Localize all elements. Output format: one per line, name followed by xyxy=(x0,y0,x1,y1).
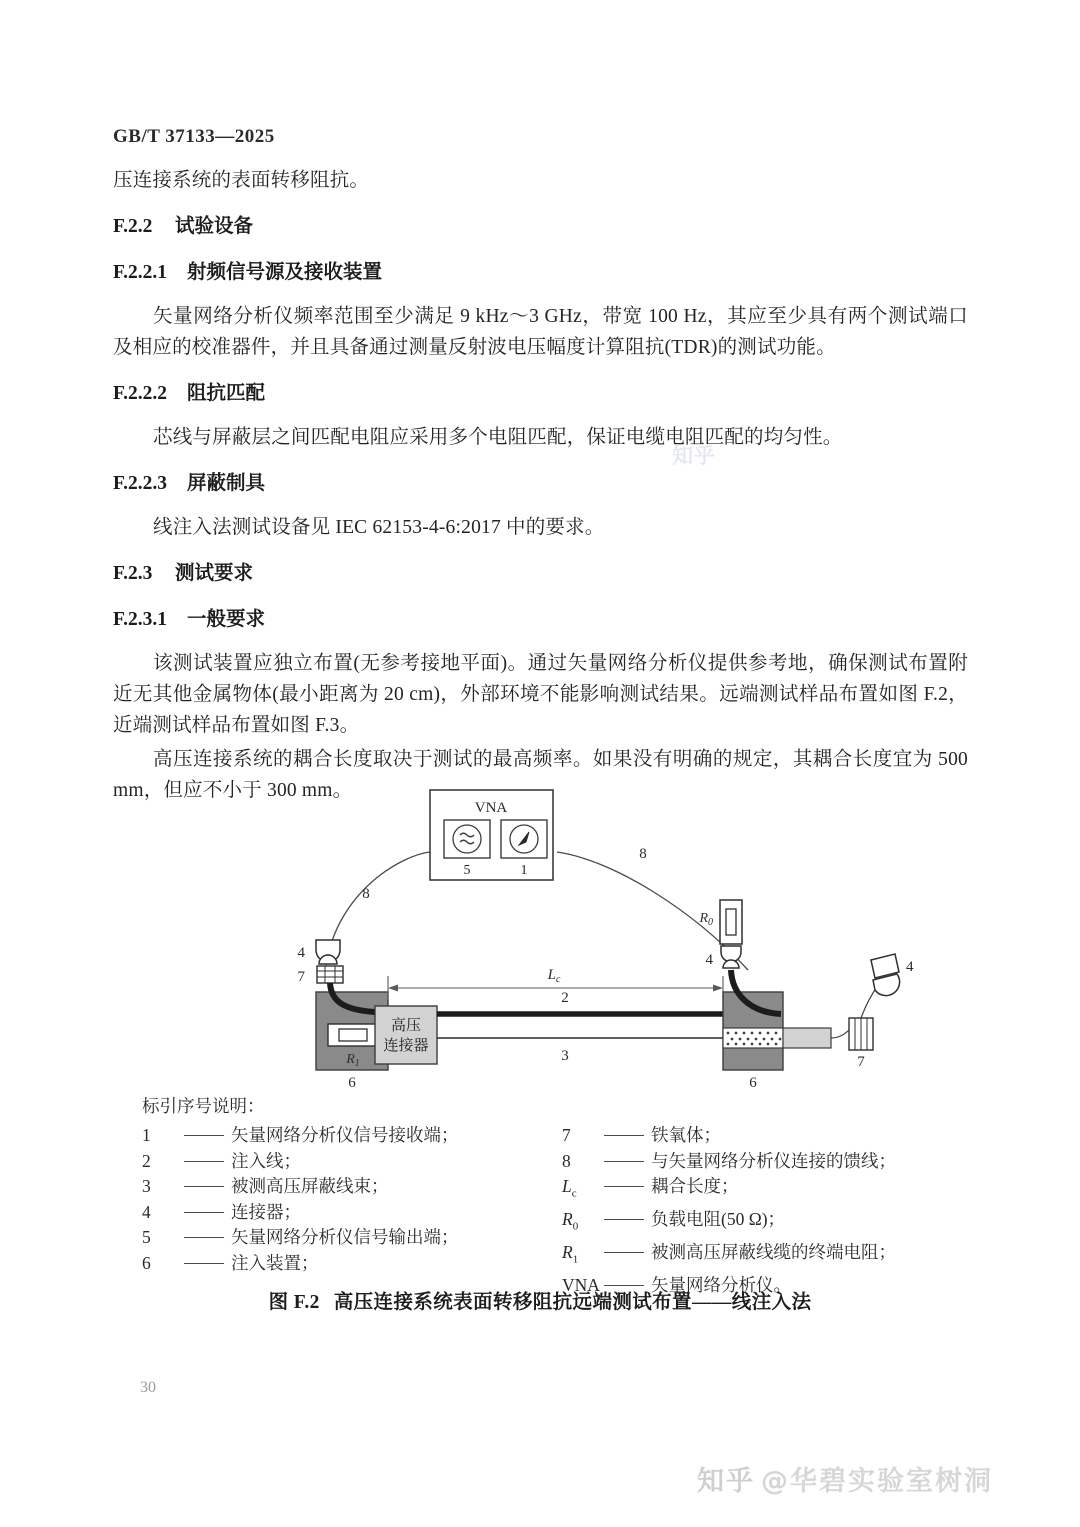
legend-item xyxy=(142,1200,562,1226)
injection-device-right-label: 6 xyxy=(749,1075,757,1091)
legend-text: 被测高压屏蔽线缆的终端电阻； xyxy=(651,1242,896,1262)
paragraph-f-2-3-1-b: 高压连接系统的耦合长度取决于测试的最高频率。如果没有明确的规定，其耦合长度宜为 500 mm，但应不小于 300 mm。 xyxy=(113,749,968,801)
figure-f2-diagram xyxy=(113,770,968,1100)
legend-text: 连接器； xyxy=(231,1201,301,1222)
load-resistor-symbol xyxy=(726,909,736,935)
heading-f-2-3-1 xyxy=(113,605,968,635)
legend-dash-icon xyxy=(184,1237,224,1238)
legend-item xyxy=(142,1225,562,1251)
paragraph-f-2-2-1: 矢量网络分析仪频率范围至少满足 9 kHz～3 GHz，带宽 100 Hz，其应至少具有两个测试端口及相应的校准器件，并且具备通过测量反射波电压幅度计算阻抗(TDR)的测试功能。 xyxy=(113,306,968,358)
figure-caption xyxy=(0,1286,1080,1314)
feed-line-left-path xyxy=(326,852,430,965)
heading-title: 试验设备 xyxy=(175,216,254,237)
figure-caption-number: 图 F.2 xyxy=(268,1292,320,1313)
vna-label: VNA xyxy=(474,800,508,816)
legend-text: 耦合长度； xyxy=(651,1176,739,1196)
legend-dash-icon xyxy=(184,1186,224,1187)
watermark-middle: 知乎 xyxy=(672,444,716,468)
legend-key: $L_c$ xyxy=(562,1176,577,1200)
legend-column-right xyxy=(562,1123,982,1299)
legend-item xyxy=(562,1174,982,1207)
heading-f-2-2-1 xyxy=(113,258,968,288)
legend-key: 5 xyxy=(142,1227,151,1247)
heading-number: F.2.3 xyxy=(113,563,153,584)
legend-item xyxy=(142,1174,562,1200)
legend-text: 负载电阻(50 Ω)； xyxy=(651,1209,786,1229)
legend-text: 注入线； xyxy=(231,1150,301,1171)
legend-item xyxy=(142,1123,562,1149)
load-resistor-label: $R_0$ xyxy=(699,911,713,928)
document-body xyxy=(113,165,968,809)
legend-text: 矢量网络分析仪信号输出端； xyxy=(231,1227,459,1247)
cable-stub-right xyxy=(783,1028,831,1048)
legend-dash-icon xyxy=(604,1219,644,1220)
test-setup-schematic xyxy=(113,770,968,1100)
legend-key: 4 xyxy=(142,1201,151,1222)
watermark-logo: 知乎 xyxy=(697,1466,755,1497)
heading-number: F.2.3.1 xyxy=(113,609,167,630)
legend-text: 矢量网络分析仪信号接收端； xyxy=(231,1125,459,1145)
legend-key: $R_0$ xyxy=(562,1209,579,1233)
hv-connector-label-line1: 高压 xyxy=(390,1018,422,1034)
heading-f-2-2-3 xyxy=(113,469,968,499)
heading-number: F.2.2 xyxy=(113,216,153,237)
legend-dash-icon xyxy=(184,1135,224,1136)
legend-title: 标引序号说明： xyxy=(142,1096,265,1116)
page-number: 30 xyxy=(140,1379,156,1396)
hv-connector-block xyxy=(375,1006,437,1064)
vna-source-port-label: 5 xyxy=(463,863,471,878)
legend-key: 3 xyxy=(142,1176,151,1196)
legend-item xyxy=(142,1251,562,1277)
ferrite-left-label: 7 xyxy=(297,969,305,985)
vna-receiver-port-label: 1 xyxy=(520,863,528,878)
coupling-length-arrowhead-left xyxy=(388,985,398,992)
feed-line-left-label: 8 xyxy=(362,886,370,902)
injection-line-label: 2 xyxy=(561,990,569,1006)
hv-connector-label-line2: 连接器 xyxy=(383,1038,429,1054)
paragraph-f-2-3-1-a: 该测试装置应独立布置(无参考接地平面)。通过矢量网络分析仪提供参考地，确保测试布置附近无其他金属物体(最小距离为 20 cm)，外部环境不能影响测试结果。远端测试样品布置如图 F.2，近端测试样品布置如图 F.3。 xyxy=(113,653,968,736)
legend-dash-icon xyxy=(604,1252,644,1253)
heading-title: 阻抗匹配 xyxy=(187,383,266,404)
legend-dash-icon xyxy=(184,1263,224,1264)
legend-key: 2 xyxy=(142,1150,151,1171)
legend-text: 注入装置； xyxy=(231,1252,319,1273)
ferrite-left-icon xyxy=(317,966,343,983)
legend-dash-icon xyxy=(604,1161,644,1162)
legend-item xyxy=(562,1207,982,1240)
legend-key: 6 xyxy=(142,1252,151,1273)
legend-dash-icon xyxy=(184,1161,224,1162)
legend-dash-icon xyxy=(184,1212,224,1213)
legend-text: 铁氧体； xyxy=(651,1125,721,1145)
heading-f-2-2 xyxy=(113,212,968,242)
heading-title: 一般要求 xyxy=(187,609,266,630)
feed-line-right-label: 8 xyxy=(639,846,647,862)
legend-item xyxy=(562,1240,982,1273)
legend-text: 矢量网络分析仪。 xyxy=(651,1275,791,1295)
heading-number: F.2.2.3 xyxy=(113,473,167,494)
heading-f-2-2-2 xyxy=(113,379,968,409)
injection-device-left-label: 6 xyxy=(348,1075,356,1091)
heading-title: 射频信号源及接收装置 xyxy=(187,262,383,283)
legend-item xyxy=(562,1149,982,1175)
legend-text: 被测高压屏蔽线束； xyxy=(231,1176,389,1196)
legend-key: 7 xyxy=(562,1125,571,1145)
heading-title: 屏蔽制具 xyxy=(187,473,266,494)
legend-dash-icon xyxy=(604,1135,644,1136)
ferrite-right-label: 7 xyxy=(857,1054,865,1070)
legend-column-left xyxy=(142,1123,562,1299)
connector-right-side-label: 4 xyxy=(906,959,914,975)
coupling-length-arrowhead-right xyxy=(713,985,723,992)
lead-paragraph: 压连接系统的表面转移阻抗。 xyxy=(113,170,370,191)
heading-number: F.2.2.2 xyxy=(113,383,167,404)
legend-dash-icon xyxy=(604,1186,644,1187)
watermark-text: @华碧实验室树洞 xyxy=(761,1466,993,1497)
heading-number: F.2.2.1 xyxy=(113,262,167,283)
legend-item xyxy=(562,1123,982,1149)
vna-source-port-box xyxy=(444,820,490,858)
watermark-bottom xyxy=(697,1459,993,1498)
connector-right-top-label: 4 xyxy=(705,952,713,968)
heading-title: 测试要求 xyxy=(175,563,254,584)
figure-legend xyxy=(142,1093,982,1299)
coupling-length-label: $L_c$ xyxy=(547,967,561,985)
legend-item xyxy=(142,1149,562,1175)
legend-key: $R_1$ xyxy=(562,1242,579,1266)
legend-key: VNA xyxy=(562,1275,600,1295)
connector-left-label: 4 xyxy=(297,945,305,961)
figure-caption-text: 高压连接系统表面转移阻抗远端测试布置——线注入法 xyxy=(333,1292,812,1313)
paragraph-f-2-2-2: 芯线与屏蔽层之间匹配电阻应采用多个电阻匹配，保证电缆电阻匹配的均匀性。 xyxy=(153,427,843,448)
legend-key: 1 xyxy=(142,1125,151,1145)
paragraph-f-2-2-3: 线注入法测试设备见 IEC 62153-4-6:2017 中的要求。 xyxy=(153,517,605,538)
standard-number-header: GB/T 37133—2025 xyxy=(113,126,275,147)
heading-f-2-3 xyxy=(113,559,968,589)
terminal-resistor-symbol xyxy=(339,1029,367,1041)
legend-text: 与矢量网络分析仪连接的馈线； xyxy=(651,1150,896,1171)
terminal-resistor-label: $R_1$ xyxy=(346,1052,360,1069)
cable-bundle-label: 3 xyxy=(561,1048,569,1064)
legend-key: 8 xyxy=(562,1150,571,1171)
ferrite-right-lead xyxy=(831,1030,849,1038)
